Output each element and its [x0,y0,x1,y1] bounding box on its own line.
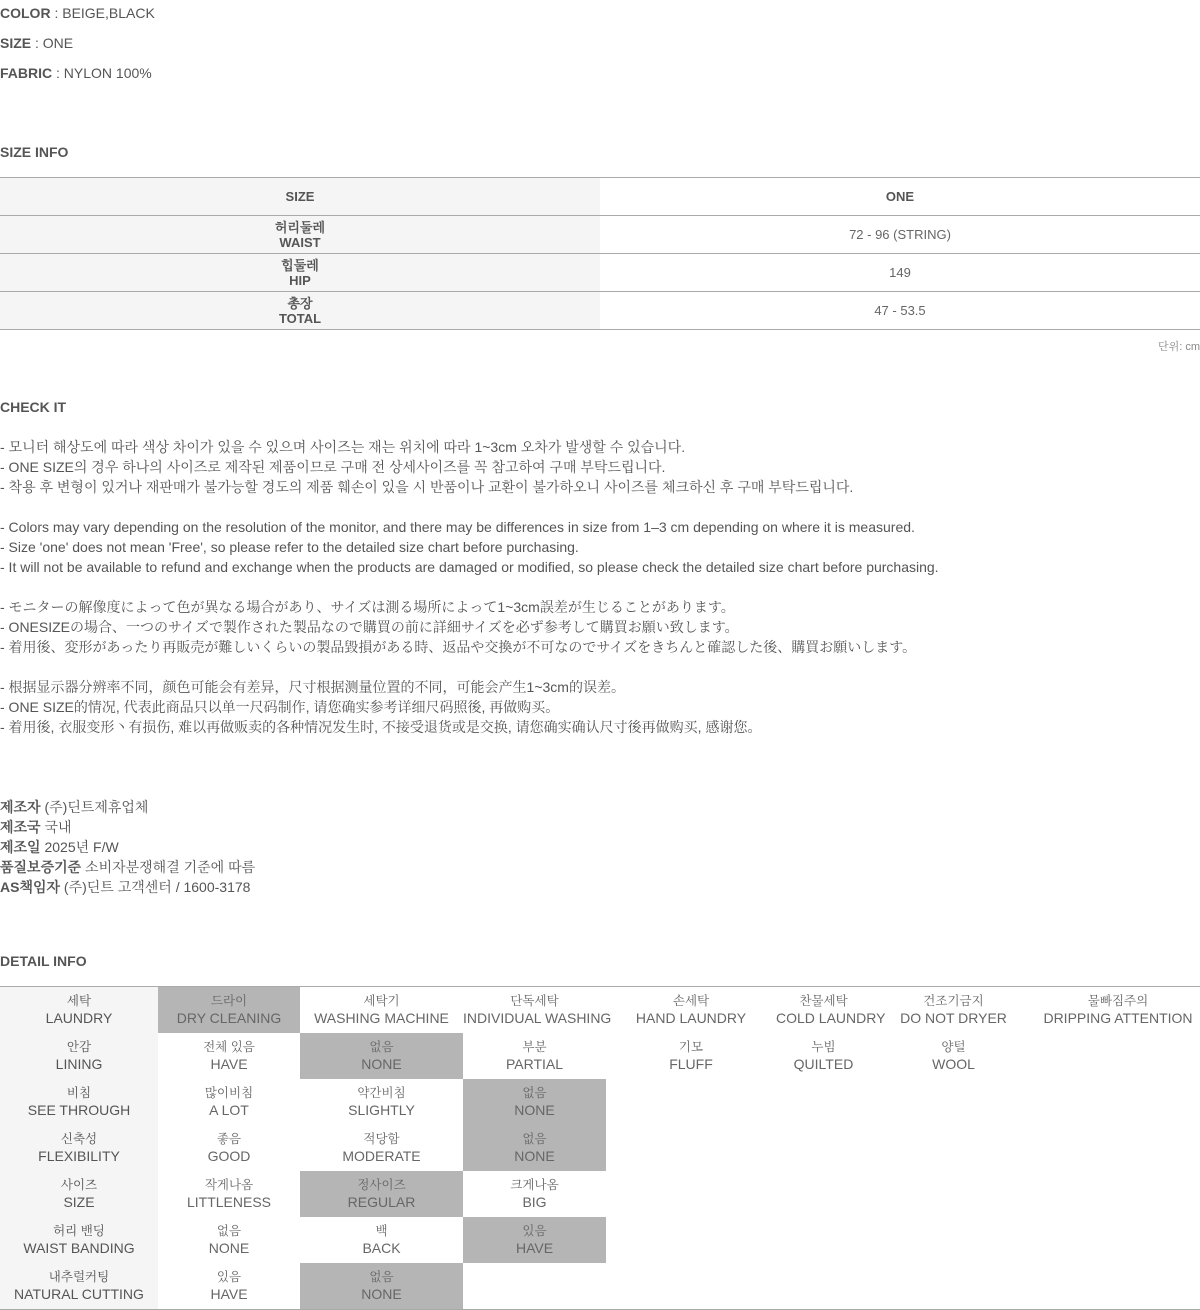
spec-value: : ONE [31,35,74,51]
detail-option-en: INDIVIDUAL WASHING [463,1010,612,1026]
detail-row-label [0,1079,158,1125]
check-it-title: CHECK IT [0,399,67,415]
detail-row [0,1263,1200,1310]
detail-option-ko: 많이비침 [204,1086,254,1100]
detail-row-label-ko: 세탁 [66,994,92,1008]
maker-line [0,837,255,857]
note-line: - ONE SIZE의 경우 하나의 사이즈로 제작된 제품이므로 구매 전 상세사이즈를 꼭 참고하여 구매 부탁드립니다. [0,459,666,475]
size-table-row [0,216,1200,254]
note-line: - Size 'one' does not mean 'Free', so please refer to the detailed size chart before purchasing. [0,539,579,555]
note-line: - 모니터 해상도에 따라 색상 차이가 있을 수 있으며 사이즈는 재는 위치에 따라 1~3cm 오차가 발생할 수 있습니다. [0,439,686,455]
detail-option [158,1079,300,1125]
note-line: - ONE SIZE的情况, 代表此商品只以单一尺码制作, 请您确实参考详细尺码照後, 再做购买。 [0,699,560,715]
size-table-row [0,254,1200,292]
detail-option-ko: 작게나옴 [204,1178,254,1192]
note-line: - ONESIZEの場合、一つのサイズで製作された製品なので購買の前に詳細サイズを必ず参考して購買お願い致します。 [0,619,739,635]
detail-option-ko: 약간비침 [357,1086,406,1100]
detail-option [871,1125,1036,1171]
detail-option [158,1217,300,1263]
detail-row-label-ko: 내추럴커팅 [48,1270,110,1284]
note-line [0,657,939,677]
spec-fabric [0,65,152,81]
note-line: - 根据显示器分辨率不同，颜色可能会有差异，尺寸根据测量位置的不同，可能会产生1~3cm的误差。 [0,679,625,695]
maker-value: 2025년 F/W [40,839,119,855]
maker-value: 국내 [40,819,72,835]
detail-option [776,1125,871,1171]
note-line: - It will not be available to refund and exchange when the products are damaged or modified, so please check the detailed size chart before purchasing. [0,559,939,575]
detail-option [871,987,1036,1034]
size-row-label-ko: 총장 [287,295,313,311]
size-row-value: 47 - 53.5 [600,292,1200,330]
size-row-label-en: WAIST [279,234,321,250]
note-line: - 着用後、変形があったり再販売が難しいくらいの製品毀損がある時、返品や交換が不可なのでサイズをきちんと確認した後、購買お願いします。 [0,639,917,655]
maker-value: (주)딘트 고객센터 / 1600-3178 [60,879,251,895]
detail-row [0,1033,1200,1079]
detail-option-ko: 없음 [522,1132,547,1146]
detail-option-en: NONE [514,1102,555,1118]
detail-option [606,987,776,1034]
maker-label: 제조국 [0,819,41,835]
detail-row-label-ko: 신축성 [60,1132,98,1146]
detail-option-selected [463,1079,606,1125]
detail-option-en: WASHING MACHINE [314,1010,449,1026]
detail-option-en: MODERATE [342,1148,421,1164]
detail-option [871,1171,1036,1217]
detail-option-selected [300,1263,463,1310]
detail-row-label [0,1125,158,1171]
maker-value: (주)딘트제휴업체 [40,799,149,815]
detail-option-ko: 없음 [216,1224,242,1238]
detail-option-ko: 크게나옴 [510,1178,559,1192]
size-table-header-label: SIZE [0,178,600,216]
detail-option-ko: 백 [375,1224,388,1238]
detail-option [776,1263,871,1310]
detail-option-en: HAVE [210,1056,248,1072]
detail-option [1036,1079,1200,1125]
detail-option-ko: 건조기금지 [923,994,984,1008]
note-line: - モニターの解像度によって色が異なる場合があり、サイズは測る場所によって1~3cm誤差が生じることがあります。 [0,599,735,615]
size-row-label [0,292,600,330]
detail-option-en: BIG [522,1194,547,1210]
spec-size [0,35,73,51]
detail-option [1036,1263,1200,1310]
detail-option [1036,1171,1200,1217]
detail-row-label-ko: 비침 [66,1086,92,1100]
detail-info-title: DETAIL INFO [0,953,87,969]
detail-option [1036,1125,1200,1171]
maker-label: 품질보증기준 [0,859,82,875]
detail-option-en: HAVE [515,1240,554,1256]
detail-option [871,1217,1036,1263]
detail-option [1036,1033,1200,1079]
maker-line [0,817,255,837]
maker-line [0,877,255,897]
detail-option-ko: 기모 [678,1040,704,1054]
note-line: - 着用後, 衣服变形丶有损伤, 难以再做贩卖的各种情况发生时, 不接受退货或是交换, 请您确实确认尺寸後再做购买, 感谢您。 [0,719,762,735]
detail-row-label-en: SIZE [63,1194,95,1210]
size-table-header-value: ONE [600,178,1200,216]
detail-option-selected [300,1033,463,1079]
maker-value: 소비자분쟁해결 기준에 따름 [81,859,256,875]
detail-row-label-en: WAIST BANDING [23,1240,135,1256]
spec-value: : BEIGE,BLACK [50,5,155,21]
detail-option-selected [463,1217,606,1263]
detail-option [1036,1217,1200,1263]
size-row-value: 149 [600,254,1200,292]
unit-note: 단위: cm [1157,341,1200,353]
size-row-label-en: HIP [289,272,311,288]
detail-option [871,1263,1036,1310]
size-row-label-en: TOTAL [278,310,322,326]
detail-option [300,1079,463,1125]
note-line: - Colors may vary depending on the resolution of the monitor, and there may be differences in size from 1–3 cm depending on where it is measured. [0,519,915,535]
detail-row [0,1125,1200,1171]
detail-row-label-en: FLEXIBILITY [38,1148,120,1164]
detail-row-label [0,987,158,1034]
detail-option [871,1033,1036,1079]
maker-line [0,797,255,817]
detail-option-ko: 누빔 [811,1040,836,1054]
detail-option [158,1033,300,1079]
detail-option [776,1079,871,1125]
spec-label: FABRIC [0,65,53,81]
size-row-label [0,254,600,292]
detail-row-label [0,1263,158,1310]
detail-row [0,987,1200,1034]
detail-option-selected [300,1171,463,1217]
detail-row-label [0,1217,158,1263]
detail-option-en: QUILTED [793,1056,854,1072]
detail-row [0,1079,1200,1125]
size-info-title: SIZE INFO [0,144,69,160]
detail-option-en: LITTLENESS [186,1194,272,1210]
detail-option [606,1263,776,1310]
maker-label: AS책임자 [0,879,61,895]
detail-option [606,1033,776,1079]
detail-option [871,1079,1036,1125]
spec-value: : NYLON 100% [52,65,152,81]
detail-row-label [0,1033,158,1079]
detail-option-en: WOOL [932,1056,975,1072]
detail-option-en: COLD LAUNDRY [776,1010,886,1026]
detail-option [463,987,612,1034]
note-line: - 착용 후 변형이 있거나 재판매가 불가능할 경도의 제품 훼손이 있을 시 반품이나 교환이 불가하오니 사이즈를 체크하신 후 구매 부탁드립니다. [0,479,854,495]
detail-option [158,1125,300,1171]
detail-row [0,1217,1200,1263]
size-table-row [0,292,1200,330]
size-row-label [0,216,600,254]
spec-label: COLOR [0,5,51,21]
detail-option-en: GOOD [207,1148,251,1164]
size-row-value: 72 - 96 (STRING) [600,216,1200,254]
detail-option-ko: 찬물세탁 [799,994,848,1008]
detail-row-label [0,1171,158,1217]
detail-option-ko: 물빠짐주의 [1087,994,1149,1008]
check-it-notes [0,437,939,737]
maker-label: 제조자 [0,799,41,815]
detail-row-label-ko: 허리 밴딩 [53,1224,105,1238]
detail-option [776,1033,871,1079]
detail-row [0,1171,1200,1217]
detail-row-label-ko: 안감 [66,1040,92,1054]
detail-option-ko: 좋음 [216,1132,242,1146]
detail-option [1036,987,1200,1034]
detail-option-en: NONE [514,1148,555,1164]
detail-option-en: HAND LAUNDRY [635,1010,747,1026]
detail-row-label-en: SEE THROUGH [27,1102,131,1118]
detail-option [606,1217,776,1263]
detail-option [776,1171,871,1217]
detail-option-ko: 드라이 [210,994,248,1008]
detail-option-ko: 정사이즈 [357,1178,406,1192]
note-line [0,577,939,597]
detail-option-selected [158,987,300,1034]
detail-option [463,1263,606,1310]
maker-info [0,797,255,897]
detail-option-ko: 단독세탁 [510,994,559,1008]
detail-option-ko: 없음 [369,1040,394,1054]
spec-label: SIZE [0,35,32,51]
detail-option-ko: 적당함 [363,1132,400,1146]
detail-row-label-ko: 사이즈 [60,1178,98,1192]
detail-option-ko: 세탁기 [363,994,400,1008]
detail-option-ko: 양털 [941,1040,966,1054]
size-row-label-ko: 허리둘레 [274,219,326,235]
spec-color [0,5,155,21]
detail-option-en: HAVE [210,1286,248,1302]
detail-option-en: PARTIAL [505,1056,564,1072]
detail-option [463,1033,606,1079]
maker-line [0,857,255,877]
detail-option [776,1217,871,1263]
detail-option [158,1171,300,1217]
detail-option-ko: 손세탁 [672,994,710,1008]
detail-option-ko: 전체 있음 [203,1040,255,1054]
note-line [0,497,939,517]
detail-option-ko: 있음 [216,1270,242,1284]
detail-option [300,1125,463,1171]
size-row-label-ko: 힙둘레 [281,257,319,273]
size-table [0,177,1200,330]
detail-option [300,987,463,1034]
size-table-header-row [0,178,1200,216]
detail-option [463,1171,606,1217]
detail-row-label-en: LINING [55,1056,103,1072]
detail-option-ko: 있음 [522,1224,547,1238]
maker-label: 제조일 [0,839,41,855]
detail-option-ko: 부분 [522,1040,547,1054]
detail-option-selected [463,1125,606,1171]
detail-option [606,1171,776,1217]
detail-option-en: DRIPPING ATTENTION [1043,1010,1193,1026]
detail-option-en: BACK [362,1240,401,1256]
detail-option-en: SLIGHTLY [348,1102,415,1118]
detail-option-en: DRY CLEANING [176,1010,282,1026]
detail-option-en: FLUFF [669,1056,713,1072]
detail-table [0,986,1200,1310]
detail-option-en: DO NOT DRYER [900,1010,1007,1026]
detail-option [300,1217,463,1263]
detail-option-ko: 없음 [522,1086,547,1100]
detail-option [606,1125,776,1171]
detail-option-en: NONE [208,1240,250,1256]
detail-option [776,987,886,1034]
detail-option-ko: 없음 [369,1270,394,1284]
detail-option-en: NONE [361,1286,402,1302]
detail-option-en: REGULAR [347,1194,416,1210]
detail-option [158,1263,300,1310]
detail-option-en: NONE [361,1056,402,1072]
detail-row-label-en: LAUNDRY [45,1010,113,1026]
detail-option-en: A LOT [209,1102,249,1118]
detail-option [606,1079,776,1125]
detail-row-label-en: NATURAL CUTTING [14,1286,144,1302]
